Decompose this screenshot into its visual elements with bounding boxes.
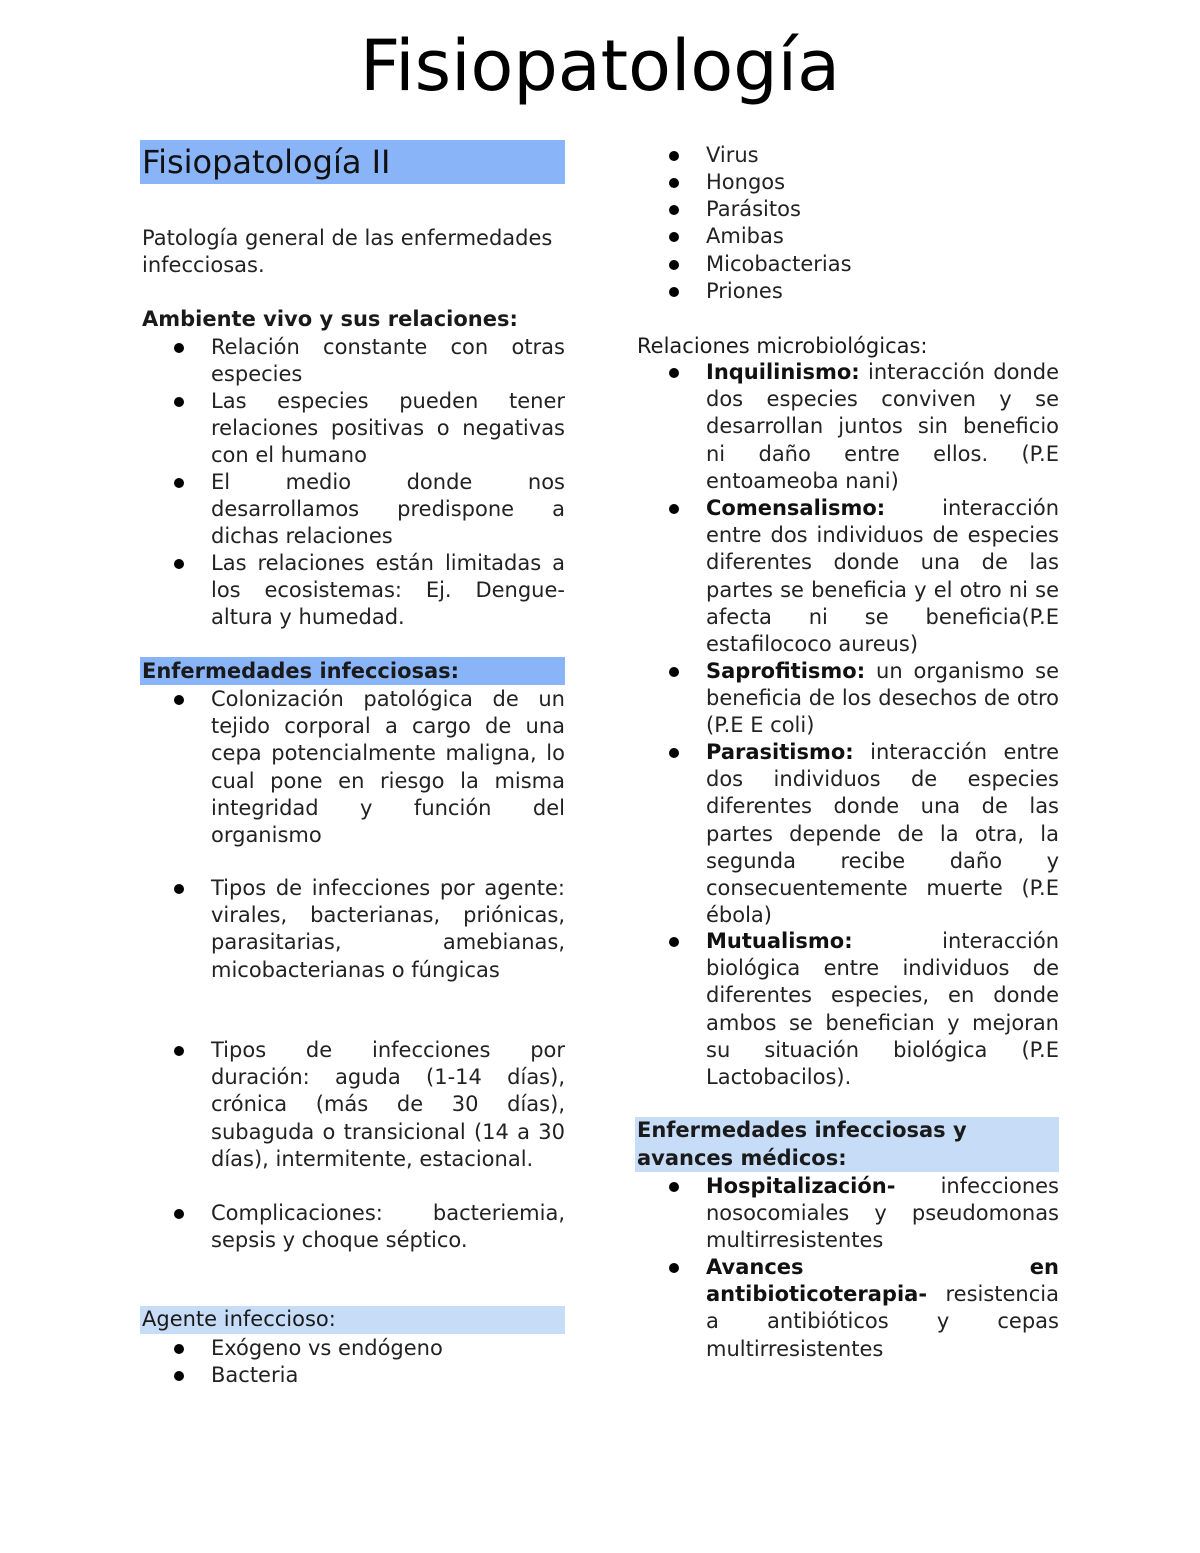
term: Inquilinismo:	[706, 360, 860, 384]
list-item: Exógeno vs endógeno	[140, 1335, 565, 1362]
term: Comensalismo:	[706, 496, 886, 520]
term: Hospitalización-	[706, 1174, 896, 1198]
list-item: Avances en antibioticoterapia- resistencia a antibióticos y cepas multirresistentes	[635, 1254, 1059, 1363]
list-item: Tipos de infecciones por duración: aguda (1-14 días), crónica (más de 30 días), subaguda o transicional (14 a 30 días), intermitente, estacional.	[140, 1037, 565, 1173]
bullet-icon	[174, 1046, 184, 1056]
agente-title: Agente infeccioso:	[140, 1306, 565, 1334]
list-item: Hospitalización- infecciones nosocomiales y pseudomonas multirresistentes	[635, 1173, 1059, 1255]
list-item: Mutualismo: interacción biológica entre individuos de diferentes especies, en donde ambos se benefician y mejoran su situación biológica (P.E Lactobacilos).	[635, 928, 1059, 1091]
term: Avances en antibioticoterapia-	[706, 1255, 1059, 1307]
page-title: Fisiopatología	[359, 25, 841, 107]
list-item: Priones	[635, 278, 1059, 305]
list-item: El medio donde nos desarrollamos predispone a dichas relaciones	[140, 469, 565, 551]
list-item: Las especies pueden tener relaciones positivas o negativas con el humano	[140, 388, 565, 470]
list-item: Tipos de infecciones por agente: virales, bacterianas, priónicas, parasitarias, amebianas, micobacterianas o fúngicas	[140, 875, 565, 984]
avances-title: Enfermedades infecciosas y avances médicos:	[635, 1117, 1059, 1172]
bullet-icon	[669, 504, 679, 514]
bullet-icon	[669, 151, 679, 161]
list-item: Hongos	[635, 169, 1059, 196]
bullet-icon	[669, 205, 679, 215]
bullet-icon	[669, 232, 679, 242]
list-item: Parásitos	[635, 196, 1059, 223]
bullet-icon	[669, 368, 679, 378]
list-item: Complicaciones: bacteriemia, sepsis y choque séptico.	[140, 1200, 565, 1254]
list-item: Inquilinismo: interacción donde dos especies conviven y se desarrollan juntos sin beneficio ni daño entre ellos. (P.E entoameoba nani)	[635, 359, 1059, 495]
list-item: Comensalismo: interacción entre dos individuos de especies diferentes donde una de las partes se beneficia y el otro ni se afecta ni se beneficia(P.E estafilococo aureus)	[635, 495, 1059, 658]
bullet-icon	[669, 260, 679, 270]
term: Saprofitismo:	[706, 659, 866, 683]
bullet-icon	[174, 397, 184, 407]
bullet-icon	[174, 695, 184, 705]
list-item: Virus	[635, 142, 1059, 169]
bullet-icon	[174, 1371, 184, 1381]
ambiente-title: Ambiente vivo y sus relaciones:	[142, 307, 518, 331]
list-item: Relación constante con otras especies	[140, 334, 565, 388]
bullet-icon	[174, 1344, 184, 1354]
bullet-icon	[174, 559, 184, 569]
list-item: Saprofitismo: un organismo se beneficia de los desechos de otro (P.E E coli)	[635, 658, 1059, 740]
list-item: Colonización patológica de un tejido corporal a cargo de una cepa potencialmente maligna, lo cual pone en riesgo la misma integridad y función del organismo	[140, 686, 565, 849]
intro-text: Patología general de las enfermedades infecciosas.	[142, 226, 553, 277]
bullet-icon	[669, 667, 679, 677]
bullet-icon	[669, 1182, 679, 1192]
bullet-icon	[174, 1209, 184, 1219]
bullet-icon	[174, 884, 184, 894]
list-item: Bacteria	[140, 1362, 565, 1389]
bullet-icon	[174, 478, 184, 488]
term: Mutualismo:	[706, 929, 853, 953]
bullet-icon	[669, 937, 679, 947]
enfermedades-title: Enfermedades infecciosas:	[140, 657, 565, 685]
bullet-icon	[669, 178, 679, 188]
bullet-icon	[669, 1263, 679, 1273]
list-item: Amibas	[635, 223, 1059, 250]
bullet-icon	[669, 287, 679, 297]
section-heading: Fisiopatología II	[140, 140, 565, 184]
list-item: Micobacterias	[635, 251, 1059, 278]
bullet-icon	[174, 343, 184, 353]
relaciones-title: Relaciones microbiológicas:	[637, 334, 928, 358]
list-item: Parasitismo: interacción entre dos individuos de especies diferentes donde una de las partes depende de la otra, la segunda recibe daño y consecuentemente muerte (P.E ébola)	[635, 739, 1059, 929]
term: Parasitismo:	[706, 740, 854, 764]
list-item: Las relaciones están limitadas a los ecosistemas: Ej. Dengue-altura y humedad.	[140, 550, 565, 632]
bullet-icon	[669, 748, 679, 758]
